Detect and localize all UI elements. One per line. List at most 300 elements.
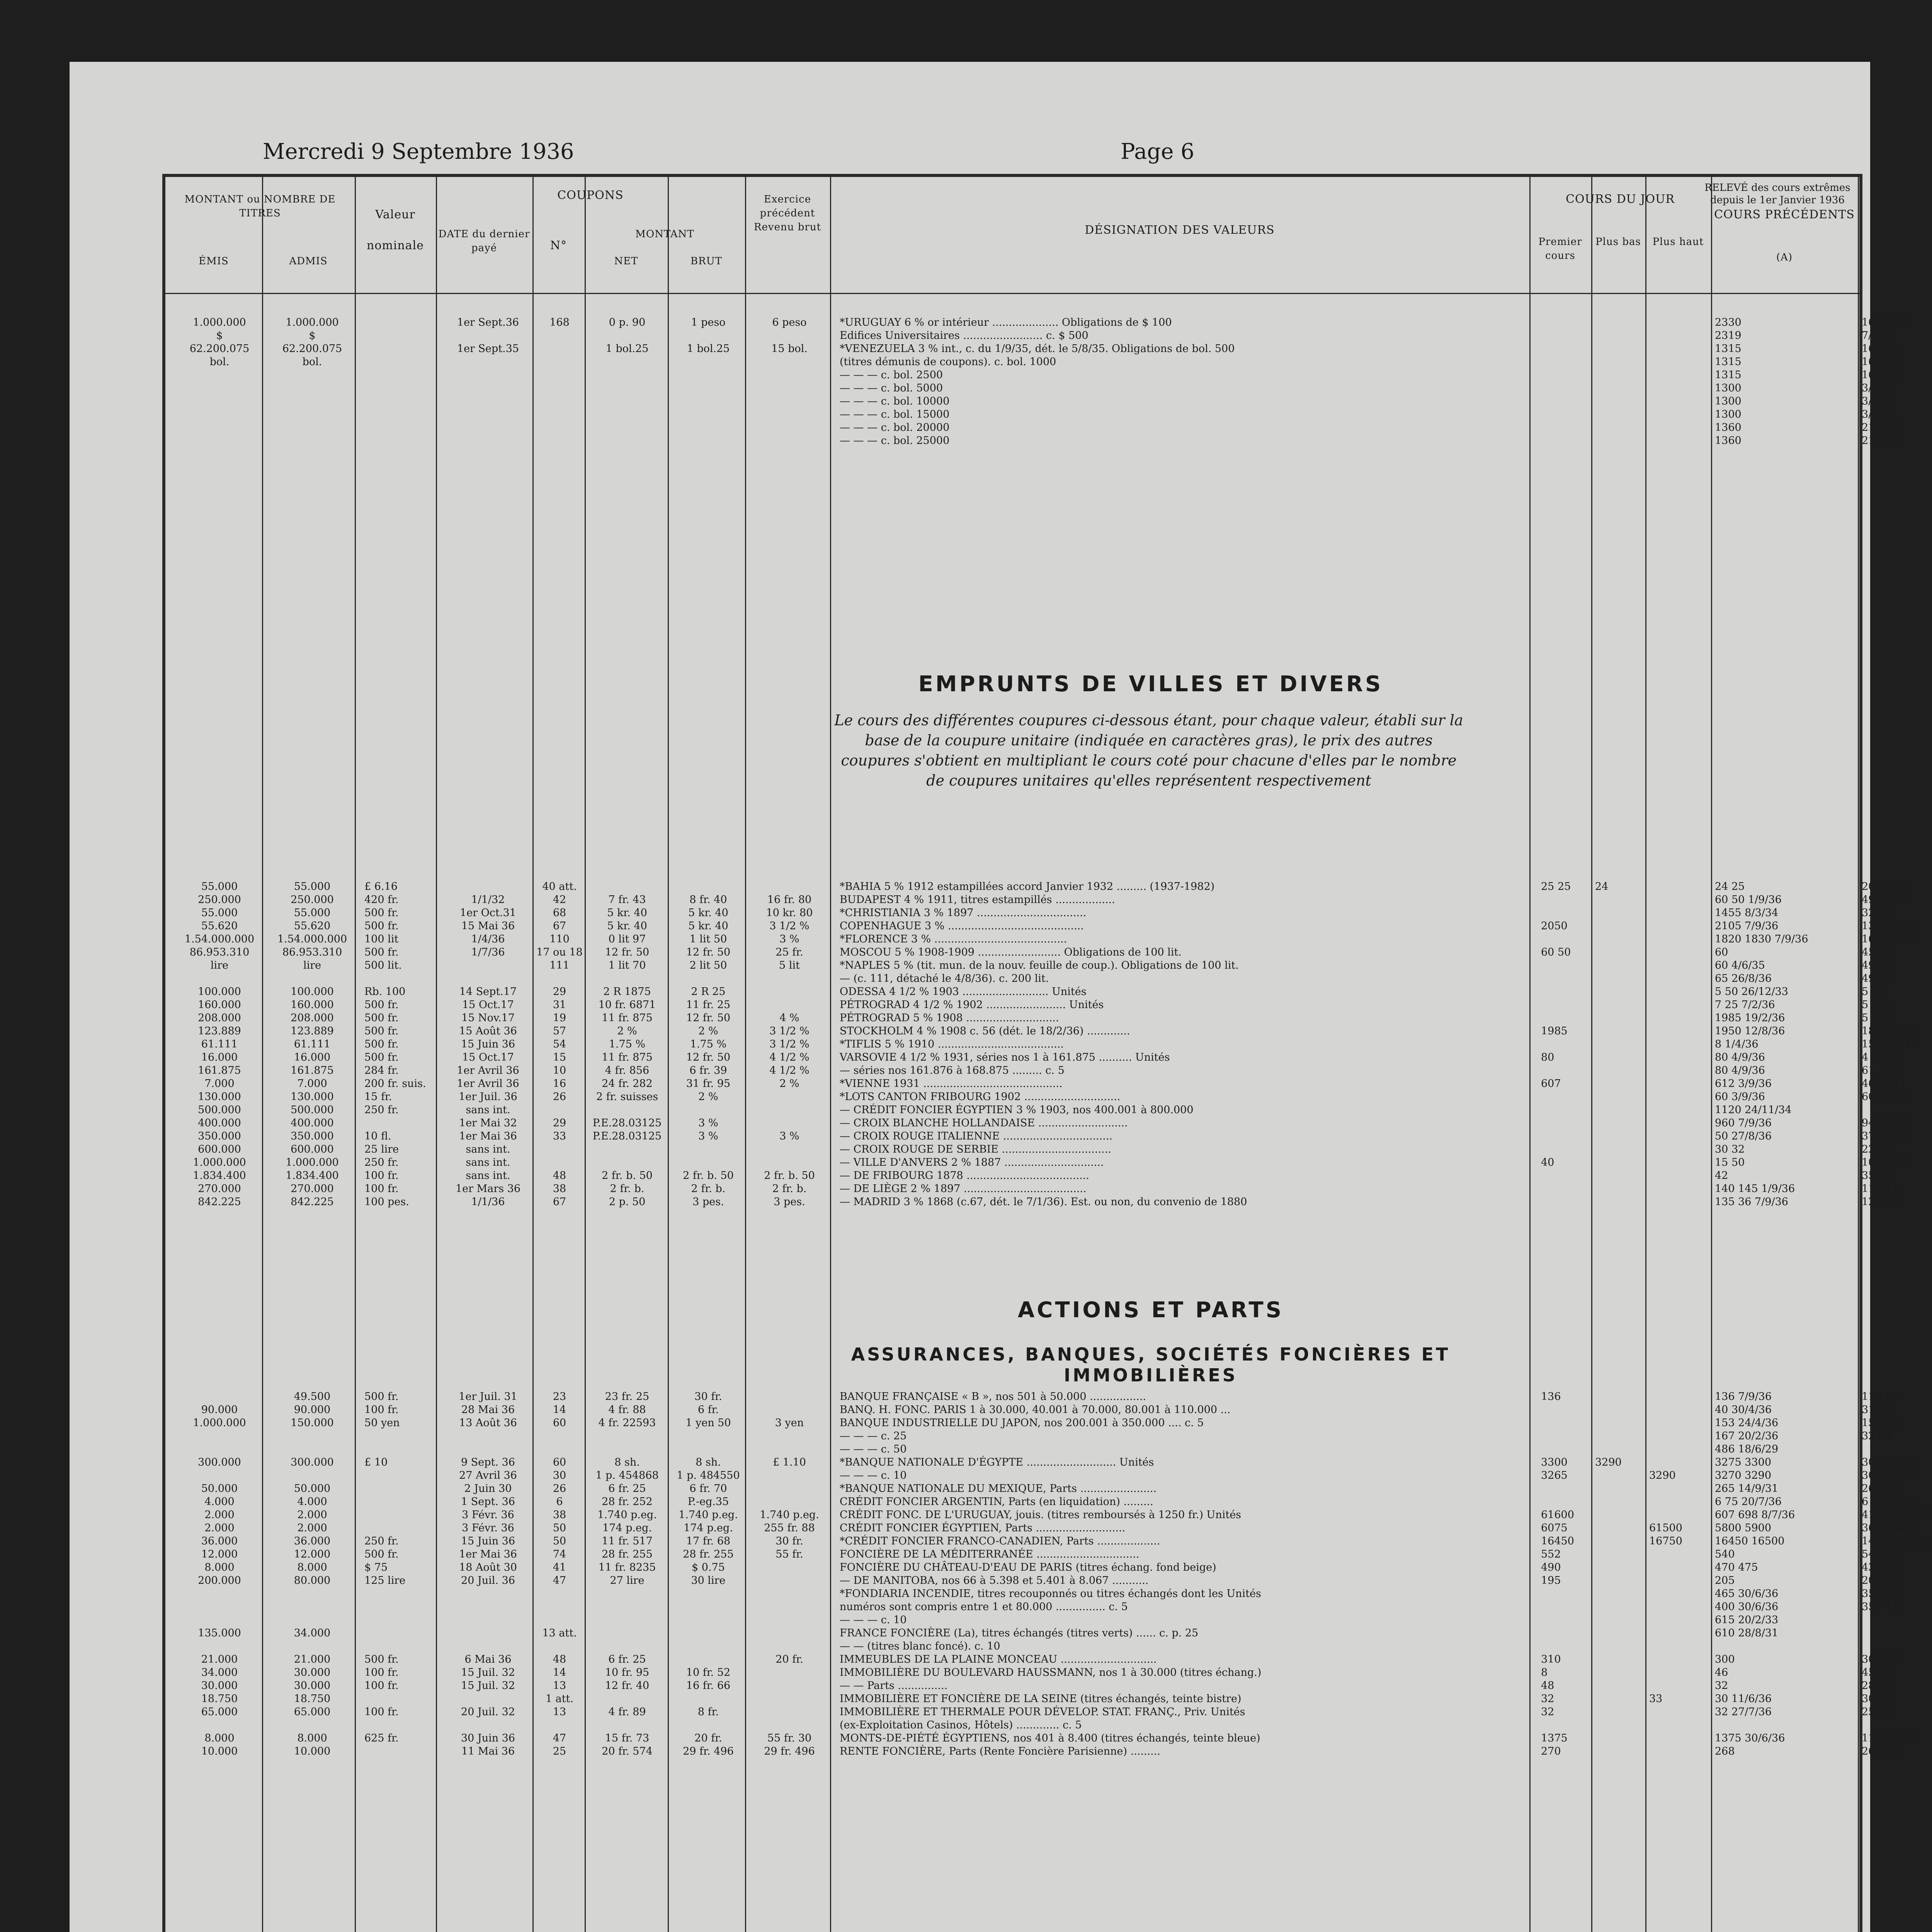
cell-brut: 3 pes. (692, 1196, 724, 1208)
table-row (165, 1169, 1892, 1182)
cell-date: 15 Oct.17 (462, 999, 514, 1011)
cell-des: — CROIX ROUGE ITALIENNE ................................. (840, 1130, 1113, 1142)
cell-date: 1er Oct.31 (460, 907, 516, 919)
cell-no: 48 (553, 1653, 566, 1665)
cell-prec: 1985 19/2/36 (1715, 1012, 1785, 1024)
cell-val: 500 fr. (364, 1653, 399, 1665)
cell-brut: 30 lire (691, 1575, 726, 1587)
cell-des: *BANQUE NATIONALE D'ÉGYPTE ........................... Unités (840, 1456, 1154, 1468)
cell-admis: 1.000.000 (286, 316, 339, 328)
table-row (165, 1706, 1892, 1719)
cell-prec: 60 50 1/9/36 (1715, 894, 1782, 906)
cell-emis: 161.875 (198, 1065, 241, 1077)
cell-val: £ 6.16 (364, 881, 398, 893)
cell-rel: 940 1050 (1862, 1117, 1912, 1129)
cell-val: 420 fr. (364, 894, 399, 906)
cell-rel: 5 83 (1862, 986, 1885, 998)
cell-brut: 8 fr. (697, 1706, 719, 1718)
cell-val: 500 fr. (364, 907, 399, 919)
cell-emis: 21.000 (201, 1653, 238, 1665)
col-plus-haut-header: Plus haut (1652, 236, 1704, 248)
cell-prec: 6 75 20/7/36 (1715, 1496, 1782, 1508)
cell-prec: 1315 (1715, 343, 1742, 355)
cell-brut: 10 fr. 52 (686, 1667, 731, 1679)
cell-date: 3 Févr. 36 (462, 1509, 514, 1521)
cell-emis: 130.000 (198, 1091, 241, 1103)
cell-admis: 80.000 (294, 1575, 331, 1587)
cell-net: 2 % (617, 1025, 637, 1037)
cell-date: 1er Juil. 36 (459, 1091, 517, 1103)
cell-no: 29 (553, 1117, 566, 1129)
cell-val: 100 lit (364, 933, 399, 945)
cell-net: 10 fr. 95 (605, 1667, 650, 1679)
section-assurances-title: ASSURANCES, BANQUES, SOCIÉTÉS FONCIÈRES ET IMMOBILIÈRES (851, 1344, 1451, 1386)
cell-brut: 1 lit 50 (689, 933, 727, 945)
cell-rel: 32 80 (1862, 907, 1892, 919)
table-row (165, 1482, 1905, 1495)
cell-prec: 7 25 7/2/36 (1715, 999, 1775, 1011)
cell-date: 18 Août 30 (459, 1561, 517, 1573)
cell-net: 7 fr. 43 (608, 894, 646, 906)
cell-rel: 3625 6600 (1862, 1522, 1918, 1534)
cell-rev: 3 pes. (774, 1196, 805, 1208)
cell-rel: 1525 2240 (1862, 1038, 1918, 1050)
cell-no: 47 (553, 1575, 566, 1587)
cell-prec: 3275 3300 (1715, 1456, 1772, 1468)
cell-no: 50 (553, 1522, 566, 1534)
table-row (165, 1666, 1892, 1679)
cell-prec: 135 36 7/9/36 (1715, 1196, 1788, 1208)
table-row (165, 369, 1902, 382)
cell-val: 100 fr. (364, 1706, 399, 1718)
cell-net: 4 fr. 856 (605, 1065, 650, 1077)
cell-val: 100 pes. (364, 1196, 409, 1208)
cell-net: 12 fr. 40 (605, 1680, 650, 1692)
table-row (165, 1038, 1918, 1051)
cell-pc1: 60 50 (1541, 946, 1571, 958)
cell-prec: 153 24/4/36 (1715, 1417, 1779, 1429)
cell-des: IMMOBILIÈRE ET THERMALE POUR DÉVELOP. STAT. FRANÇ., Priv. Unités (840, 1706, 1245, 1718)
cell-rel: 153 187 (1862, 1417, 1905, 1429)
cell-admis: 1.834.400 (286, 1170, 339, 1182)
cell-rel: 3050 3460 (1862, 1469, 1918, 1481)
cell-date: 1/7/36 (471, 946, 505, 958)
cell-date: 27 Avril 36 (459, 1469, 517, 1481)
cell-prec: 1315 (1715, 356, 1742, 368)
cell-rel: 3/7/35 (1862, 408, 1895, 420)
cell-rel: 41200 64000 (1862, 1509, 1932, 1521)
cell-prec: 60 4/6/35 (1715, 959, 1765, 971)
cell-pc1: 552 (1541, 1548, 1561, 1560)
cell-prec: 300 (1715, 1653, 1735, 1665)
section-actions-title: ACTIONS ET PARTS (1017, 1298, 1284, 1323)
cell-date: 15 Juil. 32 (461, 1667, 515, 1679)
cell-net: 0 p. 90 (609, 316, 646, 328)
cell-date: 2 Juin 30 (464, 1483, 512, 1495)
cell-prec: 46 (1715, 1667, 1728, 1679)
cell-rel: 37 50 54 (1862, 1130, 1908, 1142)
cell-prec: 40 30/4/36 (1715, 1404, 1772, 1416)
cell-emis: $ (216, 330, 223, 342)
cell-admis: 86.953.310 (282, 946, 342, 958)
cell-rel: 3/7/35 (1862, 382, 1895, 394)
cell-no: 50 (553, 1535, 566, 1547)
cell-des: BANQ. H. FONC. PARIS 1 à 30.000, 40.001 à 70.000, 80.001 à 110.000 ... (840, 1404, 1231, 1416)
cell-rev: 55 fr. (776, 1548, 803, 1560)
cell-des: — — Parts ............... (840, 1680, 948, 1692)
cell-rel: 16/11/29 (1862, 316, 1909, 328)
cell-rel: 30 46 (1862, 1693, 1892, 1705)
cell-rel: 49 25 96 (1862, 894, 1908, 906)
table-row (165, 1469, 1918, 1482)
section-emprunts-title: EMPRUNTS DE VILLES ET DIVERS (918, 672, 1383, 697)
cell-rel: 28 46 (1862, 1680, 1892, 1692)
cell-date: 1er Mars 36 (455, 1183, 521, 1195)
cell-admis: 208.000 (291, 1012, 334, 1024)
table-row (165, 1196, 1905, 1209)
cell-des: BUDAPEST 4 % 1911, titres estampillés .................. (840, 894, 1115, 906)
cell-val: 500 fr. (364, 1391, 399, 1403)
table-row (165, 906, 1892, 920)
cell-admis: 350.000 (291, 1130, 334, 1142)
cell-rev: 55 fr. 30 (767, 1732, 812, 1744)
cell-admis: 2.000 (297, 1522, 327, 1534)
cell-prec: 8 1/4/36 (1715, 1038, 1759, 1050)
cell-rel: 20 50 36 (1862, 881, 1908, 893)
cell-no: 57 (553, 1025, 566, 1037)
header-rule (165, 293, 1859, 294)
cell-prec: 2330 (1715, 316, 1742, 328)
col-numero-header: N° (550, 239, 567, 252)
cell-emis: 123.889 (198, 1025, 241, 1037)
cell-emis: 55.000 (201, 907, 238, 919)
cell-des: — CRÉDIT FONCIER ÉGYPTIEN 3 % 1903, nos 400.001 à 800.000 (840, 1104, 1194, 1116)
cell-rel: 16/7/35 (1862, 356, 1902, 368)
cell-des: *VIENNE 1931 .......................................... (840, 1078, 1063, 1090)
cell-rel: 14100 19500 (1862, 1535, 1932, 1547)
cell-prec: 32 27/7/36 (1715, 1706, 1772, 1718)
cell-emis: 16.000 (201, 1051, 238, 1063)
cell-pc2: 3290 (1595, 1456, 1622, 1468)
cell-brut: 1.75 % (690, 1038, 727, 1050)
table-row (165, 1156, 1908, 1169)
col-montant-header: MONTANT ou NOMBRE DE TITRES (184, 194, 336, 219)
cell-rev: 15 bol. (771, 343, 808, 355)
cell-net: 27 lire (610, 1575, 645, 1587)
cell-des: CRÉDIT FONCIER ARGENTIN, Parts (en liquidation) ......... (840, 1496, 1153, 1508)
cell-brut: 31 fr. 95 (686, 1078, 731, 1090)
cell-date: 20 Juil. 36 (461, 1575, 515, 1587)
cell-emis: 300.000 (198, 1456, 241, 1468)
cell-prec: 1300 (1715, 382, 1742, 394)
cell-rel: 1175 1600 (1862, 1732, 1918, 1744)
cell-net: 4 fr. 88 (608, 1404, 646, 1416)
cell-no: 54 (553, 1038, 566, 1050)
cell-des: CRÉDIT FONC. DE L'URUGUAY, jouis. (titres remboursés à 1250 fr.) Unités (840, 1509, 1242, 1521)
cell-date: 15 Nov.17 (461, 1012, 515, 1024)
cell-pc2: 24 (1595, 881, 1609, 893)
cell-emis: 65.000 (201, 1706, 238, 1718)
cell-net: 11 fr. 875 (602, 1012, 653, 1024)
cell-pc1: 16450 (1541, 1535, 1574, 1547)
cell-net: 2 fr. suisses (596, 1091, 658, 1103)
cell-prec: 24 25 (1715, 881, 1745, 893)
cell-val: 500 fr. (364, 1051, 399, 1063)
cell-des: FONCIÈRE DE LA MÉDITERRANÉE ............................... (840, 1548, 1139, 1560)
table-row (165, 946, 1892, 959)
cell-no: 19 (553, 1012, 566, 1024)
table-row (165, 1430, 1892, 1443)
cell-rev: 2 fr. b. (772, 1183, 807, 1195)
cell-rev: 20 fr. (776, 1653, 803, 1665)
table-row (165, 1653, 1905, 1666)
cell-net: 5 kr. 40 (607, 920, 647, 932)
table-row (165, 355, 1902, 369)
cell-prec: 465 30/6/36 (1715, 1588, 1779, 1600)
cell-val: 10 fl. (364, 1130, 391, 1142)
cell-rel: 1630 1935 (1862, 933, 1918, 945)
cell-brut: 2 fr. b. (691, 1183, 726, 1195)
cell-pc1: 1985 (1541, 1025, 1568, 1037)
cell-emis: 200.000 (198, 1575, 241, 1587)
cell-val: 500 lit. (364, 959, 402, 971)
cell-des: BANQUE FRANÇAISE « B », nos 501 à 50.000 ................. (840, 1391, 1146, 1403)
col-valeur-header: Valeur (375, 208, 415, 221)
cell-rev: 3 1/2 % (769, 920, 810, 932)
cell-no: 68 (553, 907, 566, 919)
cell-net: 28 fr. 252 (602, 1496, 653, 1508)
col-designation-header: DÉSIGNATION DES VALEURS (1085, 223, 1275, 237)
cell-emis: 400.000 (198, 1117, 241, 1129)
cell-net: 6 fr. 25 (608, 1653, 646, 1665)
cell-val: 100 fr. (364, 1404, 399, 1416)
table-row (165, 893, 1908, 906)
cell-rev: 2 % (779, 1078, 799, 1090)
cell-des: — — (titres blanc foncé). c. 10 (840, 1640, 1000, 1652)
cell-rev: 4 1/2 % (769, 1051, 810, 1063)
cell-admis: 160.000 (291, 999, 334, 1011)
cell-admis: 30.000 (294, 1680, 331, 1692)
col-premier-header: Premier cours (1538, 236, 1582, 262)
cell-brut: 2 R 25 (691, 986, 726, 998)
cell-date: 15 Août 36 (459, 1025, 517, 1037)
cell-date: 1/1/36 (471, 1196, 505, 1208)
cell-pc1: 310 (1541, 1653, 1561, 1665)
cell-no: 13 att. (542, 1627, 577, 1639)
cell-des: MONTS-DE-PIÉTÉ ÉGYPTIENS, nos 401 à 8.400 (titres échangés, teinte bleue) (840, 1732, 1260, 1744)
cell-val: 500 fr. (364, 920, 399, 932)
cell-pc1: 40 (1541, 1156, 1554, 1168)
cell-rel: 16/7/35 (1862, 343, 1902, 355)
table-row (165, 1561, 1905, 1574)
cell-admis: 8.000 (297, 1561, 327, 1573)
cell-brut: $ 0.75 (692, 1561, 725, 1573)
cell-net: 10 fr. 6871 (598, 999, 656, 1011)
cell-rel: 60 67 25 (1862, 1091, 1908, 1103)
cell-net: 2 R 1875 (603, 986, 651, 998)
cell-no: 29 (553, 986, 566, 998)
cell-val: £ 10 (364, 1456, 388, 1468)
cell-admis: 270.000 (291, 1183, 334, 1195)
table-row (165, 1143, 1892, 1156)
cell-pc3: 3290 (1649, 1469, 1676, 1481)
cell-des: ODESSA 4 1/2 % 1903 .......................... Unités (840, 986, 1087, 998)
cell-date: 9 Sept. 36 (461, 1456, 515, 1468)
table-row (165, 1679, 1892, 1692)
cell-prec: 136 7/9/36 (1715, 1391, 1772, 1403)
col-coupons-header: COUPONS (557, 189, 624, 202)
cell-admis: 500.000 (291, 1104, 334, 1116)
cell-prec: 1950 12/8/36 (1715, 1025, 1785, 1037)
cell-brut: 8 sh. (696, 1456, 721, 1468)
cell-emis: 34.000 (201, 1667, 238, 1679)
col-emis-header: ÉMIS (199, 255, 229, 267)
cell-net: 15 fr. 73 (605, 1732, 650, 1744)
cell-emis: 30.000 (201, 1680, 238, 1692)
cell-des: — — — c. bol. 2500 (840, 369, 943, 381)
cell-no: 1 att. (545, 1693, 574, 1705)
table-row (165, 1692, 1892, 1706)
cell-des: FONCIÈRE DU CHÂTEAU-D'EAU DE PARIS (titres échang. fond beige) (840, 1561, 1216, 1573)
cell-rev: 5 lit (779, 959, 800, 971)
cell-emis: 500.000 (198, 1104, 241, 1116)
quotation-table (162, 174, 1932, 1932)
cell-prec: 50 27/8/36 (1715, 1130, 1772, 1142)
table-row (165, 1587, 1905, 1600)
cell-prec: 1300 (1715, 408, 1742, 420)
cell-pc1: 48 (1541, 1680, 1554, 1692)
cell-des: BANQUE INDUSTRIELLE DU JAPON, nos 200.001 à 350.000 .... c. 5 (840, 1417, 1204, 1429)
cell-rel: 10 25 19 (1862, 1156, 1908, 1168)
cell-emis: 50.000 (201, 1483, 238, 1495)
cell-rel: 115 145 (1862, 1183, 1905, 1195)
table-row (165, 1574, 1905, 1587)
cell-val: 100 fr. (364, 1667, 399, 1679)
table-row (165, 1456, 1918, 1469)
table-row (165, 1064, 1898, 1077)
cell-val: $ 75 (364, 1561, 388, 1573)
cell-val: 100 fr. (364, 1680, 399, 1692)
cell-rev: 4 1/2 % (769, 1065, 810, 1077)
table-row (165, 1745, 1905, 1758)
cell-admis: 49.500 (294, 1391, 331, 1403)
col-releve-header: RELEVÉ des cours extrêmes depuis le 1er Janvier 1936 (1704, 182, 1850, 206)
cell-net: 1 lit 70 (608, 959, 646, 971)
cell-emis: 90.000 (201, 1404, 238, 1416)
col-precedents-header: COURS PRÉCÉDENTS (1714, 208, 1855, 221)
cell-admis: 55.000 (294, 881, 331, 893)
cell-des: IMMOBILIÈRE ET FONCIÈRE DE LA SEINE (titres échangés, teinte bistre) (840, 1693, 1242, 1705)
table-row (165, 1130, 1908, 1143)
cell-net: 11 fr. 8235 (598, 1561, 656, 1573)
cell-prec: 1300 (1715, 395, 1742, 407)
cell-net: 2 fr. b. 50 (602, 1170, 653, 1182)
table-row (165, 959, 1892, 972)
cell-des: — — — c. 50 (840, 1443, 907, 1455)
cell-admis: 34.000 (294, 1627, 331, 1639)
cell-no: 47 (553, 1732, 566, 1744)
cell-val: 15 fr. (364, 1091, 392, 1103)
cell-emis: 8.000 (204, 1561, 235, 1573)
cell-des: — CROIX BLANCHE HOLLANDAISE ........................... (840, 1117, 1128, 1129)
cell-rel: 205 450 (1862, 1575, 1905, 1587)
cell-des: *NAPLES 5 % (tit. mun. de la nouv. feuille de coup.). Obligations de 100 lit. (840, 959, 1239, 971)
table-row (165, 1117, 1912, 1130)
cell-val: 625 fr. (364, 1732, 399, 1744)
cell-date: 15 Oct.17 (462, 1051, 514, 1063)
cell-des: *FLORENCE 3 % ........................................ (840, 933, 1067, 945)
cell-date: 1er Mai 32 (459, 1117, 517, 1129)
cell-net: 4 fr. 22593 (598, 1417, 656, 1429)
cell-admis: $ (309, 330, 316, 342)
cell-rev: 3 1/2 % (769, 1025, 810, 1037)
cell-val: 500 fr. (364, 1038, 399, 1050)
table-row (165, 1090, 1908, 1104)
cell-emis: 8.000 (204, 1732, 235, 1744)
cell-date: 3 Févr. 36 (462, 1522, 514, 1534)
cell-admis: 123.889 (291, 1025, 334, 1037)
table-row (165, 1627, 1858, 1640)
cell-net: 20 fr. 574 (602, 1745, 653, 1757)
table-row (165, 1077, 1905, 1090)
cell-rel: 32 64 (1862, 1430, 1892, 1442)
table-row (165, 920, 1918, 933)
col-plus-bas-header: Plus bas (1595, 236, 1641, 248)
cell-brut: 6 fr. 70 (689, 1483, 727, 1495)
cell-net: 5 kr. 40 (607, 907, 647, 919)
cell-admis: 62.200.075 (282, 343, 342, 355)
cell-pc1: 3265 (1541, 1469, 1568, 1481)
cell-brut: 5 kr. 40 (688, 907, 728, 919)
cell-rev: 255 fr. 88 (764, 1522, 815, 1534)
col-exercice-header: Exercice précédent Revenu brut (753, 194, 821, 233)
cell-brut: 12 fr. 50 (686, 1051, 731, 1063)
cell-des: IMMEUBLES DE LA PLAINE MONCEAU ............................. (840, 1653, 1157, 1665)
cell-emis: 250.000 (198, 894, 241, 906)
cell-rev: 25 fr. (776, 946, 803, 958)
cell-rev: 29 fr. 496 (764, 1745, 815, 1757)
cell-rel: 260 474 (1862, 1745, 1905, 1757)
column-rule (1858, 177, 1859, 1932)
table-row (165, 1522, 1918, 1535)
cell-emis: 62.200.075 (189, 343, 250, 355)
cell-rel: 121 245 (1862, 1196, 1905, 1208)
cell-prec: 5800 5900 (1715, 1522, 1772, 1534)
cell-pc1: 3300 (1541, 1456, 1568, 1468)
cell-pc1: 195 (1541, 1575, 1561, 1587)
cell-no: 6 (556, 1496, 563, 1508)
cell-no: 42 (553, 894, 566, 906)
table-row (165, 1732, 1918, 1745)
cell-no: 168 (549, 316, 570, 328)
cell-prec: 2105 7/9/36 (1715, 920, 1779, 932)
cell-no: 110 (549, 933, 570, 945)
cell-brut: 30 fr. (694, 1391, 722, 1403)
cell-rev: £ 1.10 (773, 1456, 806, 1468)
cell-prec: 5 50 26/12/33 (1715, 986, 1788, 998)
table-row (165, 395, 1895, 408)
cell-pc3: 33 (1649, 1693, 1663, 1705)
cell-prec: 400 30/6/36 (1715, 1601, 1779, 1613)
cell-brut: 1 peso (691, 316, 726, 328)
cell-admis: 4.000 (297, 1496, 327, 1508)
cell-des: — — — c. 10 (840, 1469, 907, 1481)
cell-prec: 1375 30/6/36 (1715, 1732, 1785, 1744)
cell-brut: 11 fr. 25 (686, 999, 731, 1011)
col-date-header: DATE du dernier payé (438, 228, 530, 254)
col-precedents-a: (A) (1776, 252, 1793, 263)
cell-val: 500 fr. (364, 1012, 399, 1024)
